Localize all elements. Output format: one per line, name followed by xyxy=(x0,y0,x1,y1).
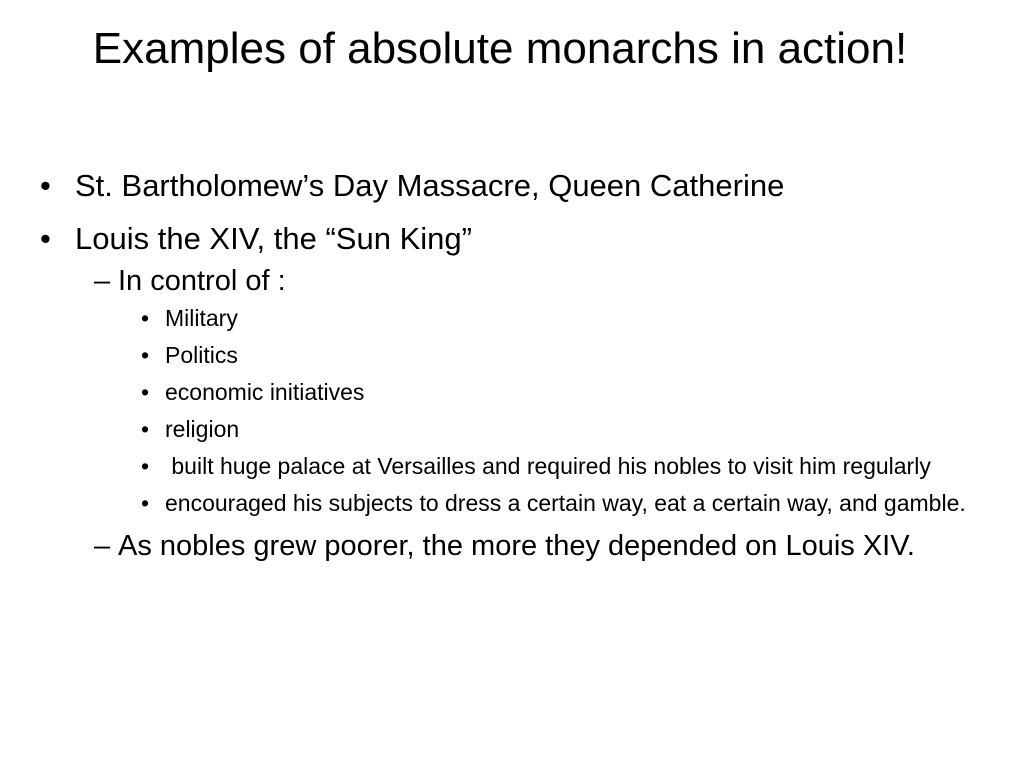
dash-marker: – xyxy=(94,530,111,562)
sub-sub-bullet-text: encouraged his subjects to dress a certain way, eat a certain way, and gamble. xyxy=(165,490,966,516)
sub-sub-bullet-item xyxy=(0,341,995,370)
sub-sub-bullet-text: Military xyxy=(165,305,238,331)
bullet-marker: • xyxy=(141,342,150,368)
sub-sub-bullet-text: religion xyxy=(165,416,240,442)
dash-marker: – xyxy=(94,265,111,297)
bullet-marker: • xyxy=(141,416,150,442)
bullet-text: Louis the XIV, the “Sun King” xyxy=(75,221,472,256)
bullet-text: St. Bartholomew’s Day Massacre, Queen Catherine xyxy=(75,168,785,203)
sub-sub-bullet-text: built huge palace at Versailles and required his nobles to visit him regularly xyxy=(165,453,931,479)
bullet-marker: • xyxy=(40,168,51,203)
sub-sub-bullet-item xyxy=(0,415,995,444)
bullet-marker: • xyxy=(141,305,150,331)
sub-bullet-text: In control of : xyxy=(118,265,286,297)
bullet-marker: • xyxy=(141,490,150,516)
sub-sub-bullet-item xyxy=(0,489,995,518)
sub-bullet-text: As nobles grew poorer, the more they depended on Louis XIV. xyxy=(118,530,915,562)
bullet-marker: • xyxy=(40,221,51,256)
bullet-item xyxy=(0,168,975,204)
slide-content xyxy=(0,168,1024,569)
bullet-marker: • xyxy=(141,453,150,479)
bullet-marker: • xyxy=(141,379,150,405)
sub-sub-bullet-text: Politics xyxy=(165,342,238,368)
sub-sub-bullet-text: economic initiatives xyxy=(165,379,365,405)
bullet-item xyxy=(0,221,975,257)
sub-sub-bullet-item xyxy=(0,452,995,481)
sub-bullet-item xyxy=(0,265,988,298)
sub-sub-bullet-item xyxy=(0,304,995,333)
slide-title: Examples of absolute monarchs in action! xyxy=(92,24,908,73)
sub-bullet-item xyxy=(0,530,988,563)
sub-sub-bullet-item xyxy=(0,378,995,407)
